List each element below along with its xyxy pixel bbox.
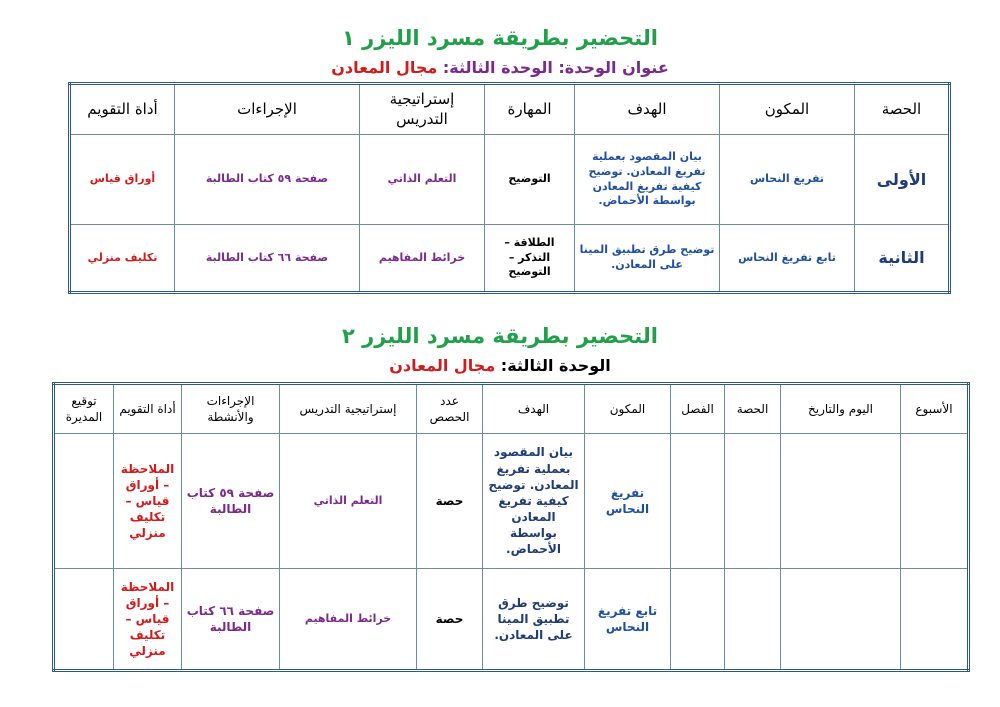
lesson2-subtitle-label: الوحدة الثالثة: [500,356,611,375]
table-row [54,434,969,569]
header-assessment: أداة التقويم [114,384,182,434]
cell-goal: بيان المقصود بعملية تفريغ المعادن. توضيح كيفية تفريغ المعادن بواسطة الأحماض. [483,434,585,569]
cell-component: تفريغ النحاس [585,434,671,569]
cell-skill: الطلاقة – التذكر – التوضيح [485,225,575,293]
cell-period [725,434,781,569]
cell-class [671,569,725,671]
cell-assessment: تكليف منزلي [70,225,175,293]
lesson1-subtitle [0,58,1000,77]
cell-procedures: صفحة ٥٩ كتاب الطالبة [175,134,360,224]
lesson1-subtitle-label: عنوان الوحدة: الوحدة الثالثة: [442,58,669,77]
cell-assessment: الملاحظة – أوراق قياس – تكليف منزلي [114,569,182,671]
header-procedures: الإجراءات [175,84,360,135]
lesson2-title: التحضير بطريقة مسرد الليزر ٢ [342,324,658,348]
header-signature: توقيع المديرة [54,384,114,434]
header-component: المكون [720,84,855,135]
cell-procedures: صفحة ٥٩ كتاب الطالبة [182,434,280,569]
cell-assessment: أوراق قياس [70,134,175,224]
cell-count: حصة [417,569,483,671]
header-strategy: إستراتيجية التدريس [280,384,417,434]
cell-strategy: التعلم الذاتي [360,134,485,224]
cell-goal: توضيح طرق تطبيق المينا على المعادن. [575,225,720,293]
lesson1-subtitle-value: مجال المعادن [331,58,443,77]
lesson2-subtitle-value: مجال المعادن [389,356,501,375]
header-week: الأسبوع [901,384,969,434]
cell-class [671,434,725,569]
cell-week [901,569,969,671]
header-period: الحصة [855,84,950,135]
cell-week [901,434,969,569]
lesson1-table [68,82,951,294]
cell-component: تابع تفريغ النحاس [585,569,671,671]
header-assessment: أداة التقويم [70,84,175,135]
header-goal: الهدف [483,384,585,434]
cell-goal: توضيح طرق تطبيق المينا على المعادن. [483,569,585,671]
header-count: عدد الحصص [417,384,483,434]
cell-count: حصة [417,434,483,569]
cell-day-date [781,569,901,671]
cell-signature [54,569,114,671]
cell-component: تفريغ النحاس [720,134,855,224]
table-row [70,134,950,224]
header-skill: المهارة [485,84,575,135]
header-class: الفصل [671,384,725,434]
cell-assessment: الملاحظة – أوراق قياس – تكليف منزلي [114,434,182,569]
cell-procedures: صفحة ٦٦ كتاب الطالبة [182,569,280,671]
header-period: الحصة [725,384,781,434]
cell-period [725,569,781,671]
cell-day-date [781,434,901,569]
cell-strategy: التعلم الذاتي [280,434,417,569]
cell-signature [54,434,114,569]
cell-strategy: خرائط المفاهيم [360,225,485,293]
table-header-row [54,384,969,434]
lesson2-subtitle [0,356,1000,375]
cell-component: تابع تفريغ النحاس [720,225,855,293]
cell-strategy: خرائط المفاهيم [280,569,417,671]
table-row [70,225,950,293]
cell-period: الأولى [855,134,950,224]
cell-procedures: صفحة ٦٦ كتاب الطالبة [175,225,360,293]
header-strategy: إستراتيجية التدريس [360,84,485,135]
table-header-row [70,84,950,135]
cell-skill: التوضيح [485,134,575,224]
cell-goal: بيان المقصود بعملية تفريغ المعادن. توضيح كيفية تفريغ المعادن بواسطة الأحماض. [575,134,720,224]
table-row [54,569,969,671]
header-day-date: اليوم والتاريخ [781,384,901,434]
header-procedures: الإجراءات والأنشطة [182,384,280,434]
header-component: المكون [585,384,671,434]
lesson1-title: التحضير بطريقة مسرد الليزر ١ [342,26,658,50]
cell-period: الثانية [855,225,950,293]
header-goal: الهدف [575,84,720,135]
lesson2-table [52,382,970,672]
